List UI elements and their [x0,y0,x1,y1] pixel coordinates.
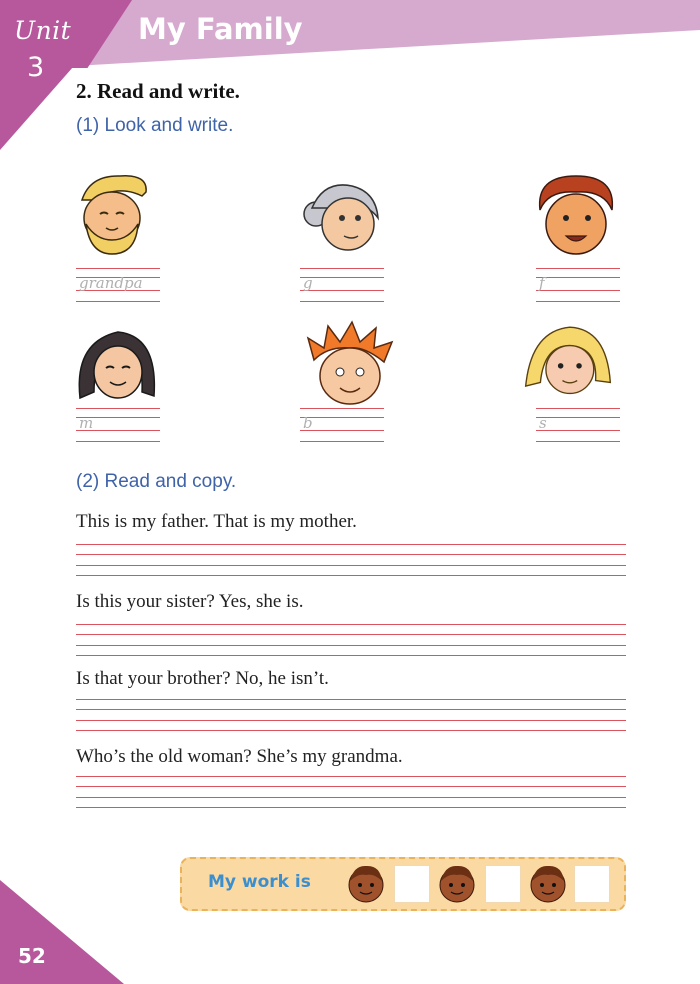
trace-hint: f [539,274,545,292]
copy-lines[interactable] [76,776,626,808]
trace-hint: g [303,274,313,292]
unit-label: Unit [14,16,72,45]
sentence-4: Who’s the old woman? She’s my grandma. [76,746,403,767]
rating-box[interactable] [485,865,521,903]
copy-lines[interactable] [76,624,626,656]
page-corner [0,880,130,984]
trace-hint: grandpa [79,274,143,292]
grandma-face-icon [294,174,386,266]
sentence-3: Is that your brother? No, he isn’t. [76,668,329,689]
write-lines[interactable] [300,268,384,302]
trace-hint: b [303,414,313,432]
exercise-title: 2. Read and write. [76,79,240,103]
copy-lines[interactable] [76,544,626,576]
part2-heading: (2) Read and copy. [76,471,237,492]
brother-face-icon [304,320,396,412]
grandpa-face-icon [70,170,162,262]
boy-face-icon [346,863,386,905]
write-lines[interactable] [536,268,620,302]
trace-hint: m [79,414,94,432]
unit-number: 3 [27,52,45,83]
write-lines[interactable] [76,408,160,442]
boy-face-icon [528,863,568,905]
work-label: My work is [208,872,311,892]
page-number: 52 [18,944,46,968]
copy-lines[interactable] [76,699,626,731]
mother-face-icon [72,322,164,414]
self-assessment-box [180,857,626,911]
rating-box[interactable] [574,865,610,903]
sister-face-icon [522,318,614,410]
write-lines[interactable] [536,408,620,442]
sentence-2: Is this your sister? Yes, she is. [76,591,304,612]
unit-title: My Family [138,12,303,46]
boy-face-icon [437,863,477,905]
write-lines[interactable] [300,408,384,442]
part1-heading: (1) Look and write. [76,115,234,136]
sentence-1: This is my father. That is my mother. [76,511,357,532]
write-lines[interactable] [76,268,160,302]
trace-hint: s [539,414,547,432]
rating-box[interactable] [394,865,430,903]
father-face-icon [530,170,622,262]
